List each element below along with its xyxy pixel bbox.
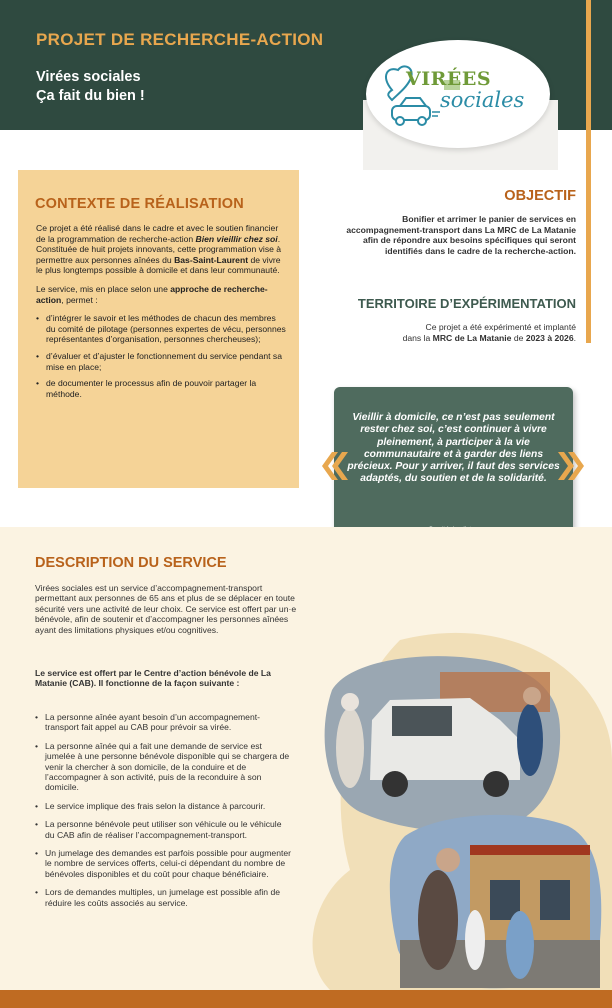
list-item: • Lors de demandes multiples, un jumelage est possible afin de réduire les coûts associés au service. <box>35 887 293 908</box>
list-item: • La personne aînée qui a fait une demande de service est jumelée à une personne bénévole disponible qui se chargera de venir la chercher à son domicile, de la conduire et de l’accompagner à son activité, puis de la reconduire à son domicile. <box>35 741 293 793</box>
quote-text: Vieillir à domicile, ce n’est pas seulement rester chez soi, c’est continuer à vivre pleinement, à participer à la vie communautaire et à garder des liens précieux. Pour y arriver, il faut des services adaptés, du soutien et de la solidarité. <box>347 412 560 485</box>
list-item: • de documenter le processus afin de pouvoir partager la méthode. <box>36 378 286 399</box>
project-title: PROJET DE RECHERCHE-ACTION <box>36 30 324 49</box>
territoire-title: TERRITOIRE D’EXPÉRIMENTATION <box>357 296 576 311</box>
list-item: • Le service implique des frais selon la distance à parcourir. <box>35 801 293 811</box>
contexte-title: CONTEXTE DE RÉALISATION <box>35 196 244 212</box>
objectif-title: OBJECTIF <box>504 188 576 204</box>
description-operator: Le service est offert par le Centre d’action bénévole de La Matanie (CAB). Il fonctionne de la façon suivante : <box>35 668 271 689</box>
logo-word-sociales: sociales <box>440 88 525 112</box>
list-item: • d’intégrer le savoir et les méthodes de chacun des membres du comité de pilotage (personnes expertes de vécu, personnes représentantes d’organisation, personnes chercheuses); <box>36 313 286 345</box>
footer-bar <box>0 990 612 1008</box>
subtitle-line-2: Ça fait du bien ! <box>36 88 145 104</box>
list-item: • d’évaluer et d’ajuster le fonctionnement du service pendant sa mise en place; <box>36 351 286 372</box>
subtitle-line-1: Virées sociales <box>36 69 141 85</box>
list-item: • La personne aînée ayant besoin d’un accompagnement-transport fait appel au CAB pour prévoir sa virée. <box>35 712 293 733</box>
territoire-line-1: Ce projet a été expérimenté et implanté <box>425 322 576 332</box>
description-list <box>35 712 293 916</box>
contexte-paragraph-1: Ce projet a été réalisé dans le cadre et avec le soutien financier de la programmation de recherche-action Bien vieillir chez soi. Constituée de huit projets innovants, cette programmation vise à permettre aux personnes aînées du Bas-Saint-Laurent de vivre le plus longtemps possible à domicile et dans leur communauté. <box>36 223 282 276</box>
description-title: DESCRIPTION DU SERVICE <box>35 555 227 571</box>
description-intro: Virées sociales est un service d’accompagnement-transport permettant aux personnes de 65 ans et plus de se déplacer en toute sécurité vers une activité de leur choix. Ce service est offert par un·e bénévole, afin de soutenir et d’accompagner les personnes aînées ayant des limitations physiques et/ou cognitives. <box>35 583 297 635</box>
list-item: • La personne bénévole peut utiliser son véhicule ou le véhicule du CAB afin de réaliser l’accompagnement-transport. <box>35 819 293 840</box>
objectif-text: Bonifier et arrimer le panier de services en accompagnement-transport dans La MRC de La Matanie afin de répondre aux besoins spécifiques qui seront identifiés dans le cadre de la recherche-action. <box>346 214 576 256</box>
logo-word-virees: VIRÉES <box>406 68 492 90</box>
list-item: • Un jumelage des demandes est parfois possible pour augmenter le nombre de services offerts, celui-ci dépendant du nombre de bénévoles disponibles et du coût pour chaque bénéficiaire. <box>35 848 293 879</box>
territoire-line-2: dans la MRC de La Matanie de 2023 à 2026. <box>402 332 576 343</box>
contexte-paragraph-2: Le service, mis en place selon une approche de recherche-action, permet : <box>36 283 268 305</box>
